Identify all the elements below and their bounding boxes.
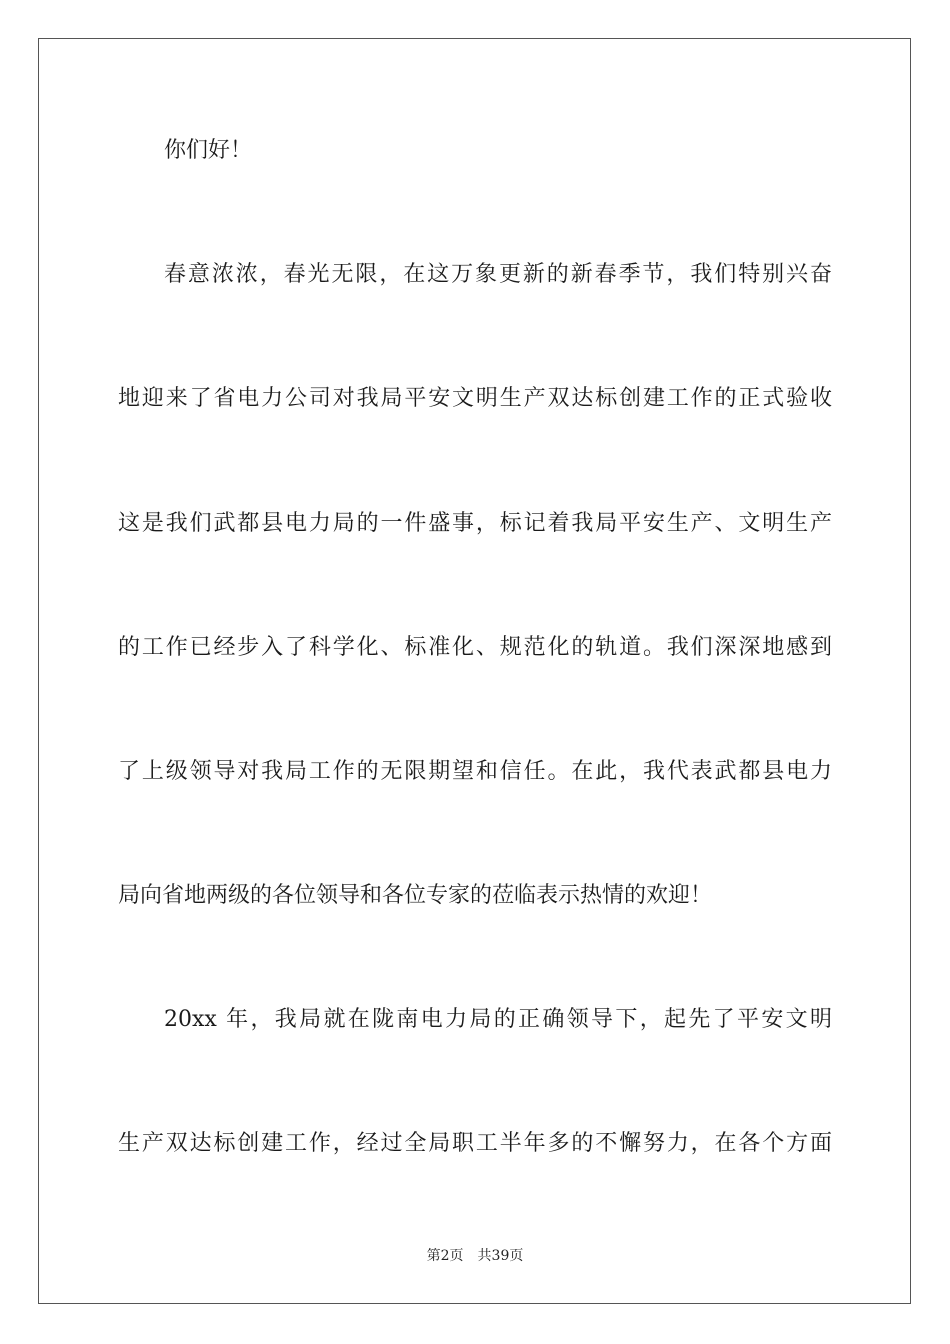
text-line: 地迎来了省电力公司对我局平安文明生产双达标创建工作的正式验收 — [118, 386, 832, 411]
text-line: 生产双达标创建工作，经过全局职工半年多的不懈努力，在各个方面 — [118, 1131, 832, 1156]
page-number: 第2页 — [426, 1248, 464, 1264]
text-line: 了上级领导对我局工作的无限期望和信任。在此，我代表武都县电力 — [118, 759, 832, 784]
text-line: 20xx 年，我局就在陇南电力局的正确领导下，起先了平安文明 — [164, 1007, 832, 1032]
greeting-line: 你们好！ — [164, 138, 253, 163]
text-line: 这是我们武都县电力局的一件盛事，标记着我局平安生产、文明生产 — [118, 511, 832, 536]
page-border — [38, 38, 911, 1304]
page-footer — [0, 1246, 950, 1266]
text-line: 的工作已经步入了科学化、标准化、规范化的轨道。我们深深地感到 — [118, 635, 832, 660]
text-line: 春意浓浓，春光无限，在这万象更新的新春季节，我们特别兴奋 — [164, 262, 832, 287]
text-line: 局向省地两级的各位领导和各位专家的莅临表示热情的欢迎！ — [118, 883, 713, 908]
page-total: 共39页 — [477, 1248, 524, 1264]
